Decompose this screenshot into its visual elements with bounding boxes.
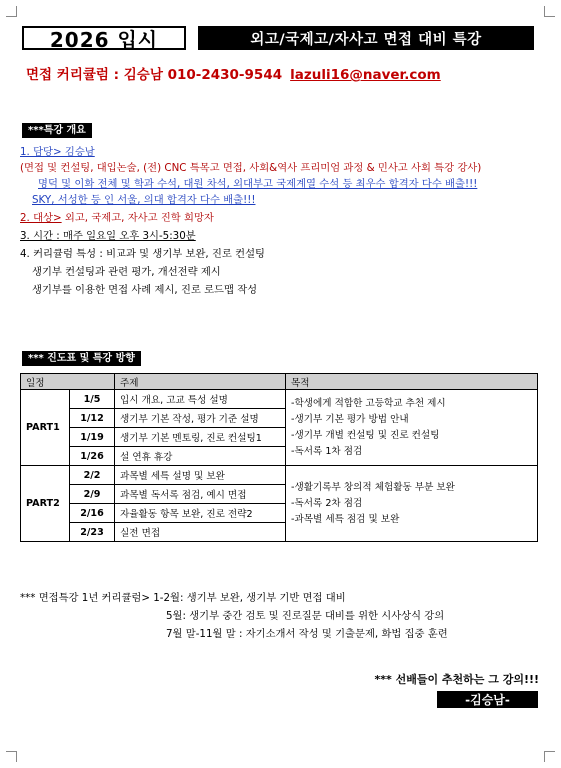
overview-line-7: 4. 커리큘럼 특성 : 비교과 및 생기부 보완, 진로 컨설팅: [20, 248, 265, 260]
schedule-table: [20, 373, 538, 542]
target-label: 2. 대상>: [20, 212, 62, 224]
header-schedule: 일정: [21, 374, 115, 390]
crop-mark-bottom-right: [544, 751, 555, 762]
year-label: 2026 입시: [22, 26, 186, 50]
target-text: 외고, 국제고, 자사고 진학 희망자: [61, 212, 214, 224]
schedule-label: *** 진도표 및 특강 방향: [22, 351, 141, 366]
overview-line-1: 1. 담당> 김승남: [20, 146, 95, 158]
session-date: 1/19: [70, 428, 115, 447]
session-topic: 생기부 기본 작성, 평가 기준 설명: [115, 409, 286, 428]
purpose-item: -생기부 개별 컨설팅 및 진로 컨설팅: [291, 429, 440, 441]
overview-line-3: 명덕 및 이화 전체 및 학과 수석, 대원 차석, 외대부고 국제계열 수석 등 최우수 합격자 다수 배출!!!: [38, 178, 478, 190]
purpose-item: -학생에게 적합한 고등학교 추천 제시: [291, 397, 446, 409]
crop-mark-bottom-left: [6, 751, 17, 762]
page-title: 외고/국제고/자사고 면접 대비 특강: [198, 26, 534, 50]
purpose-item: -생활기록부 창의적 체험활동 부분 보완: [291, 481, 455, 493]
crop-mark-top-left: [6, 6, 17, 17]
table-row: [21, 466, 538, 485]
session-date: 1/26: [70, 447, 115, 466]
purpose-item: -생기부 기본 평가 방법 안내: [291, 413, 409, 425]
annual-curriculum-line-3: 7월 말-11월 말 : 자기소개서 작성 및 기출문제, 화법 집중 훈련: [166, 628, 448, 640]
session-topic: 실전 면접: [115, 523, 286, 542]
part1-purpose: [286, 390, 538, 466]
purpose-item: -독서록 2차 점검: [291, 497, 363, 509]
session-date: 1/5: [70, 390, 115, 409]
session-date: 2/23: [70, 523, 115, 542]
session-topic: 과목별 세특 설명 및 보완: [115, 466, 286, 485]
contact-line: [26, 63, 441, 83]
purpose-item: -과목별 세특 점검 및 보완: [291, 513, 400, 525]
session-topic: 자율활동 항목 보완, 진로 전략2: [115, 504, 286, 523]
signature: -김승남-: [437, 691, 538, 708]
session-date: 1/12: [70, 409, 115, 428]
session-date: 2/2: [70, 466, 115, 485]
overview-line-8: 생기부 컨설팅과 관련 평가, 개선전략 제시: [32, 266, 221, 278]
session-topic: 설 연휴 휴강: [115, 447, 286, 466]
session-date: 2/16: [70, 504, 115, 523]
annual-curriculum-line-2: 5월: 생기부 중간 검토 및 진로질문 대비를 위한 시사상식 강의: [166, 610, 445, 622]
annual-curriculum-line-1: *** 면접특강 1년 커리큘럼> 1-2월: 생기부 보완, 생기부 기반 면접 대비: [20, 592, 346, 604]
crop-mark-top-right: [544, 6, 555, 17]
overview-line-6: 3. 시간 : 매주 일요일 오후 3시-5:30분: [20, 230, 196, 242]
overview-label: ***특강 개요: [22, 123, 92, 138]
closing-text: *** 선배들이 추천하는 그 강의!!!: [374, 673, 539, 686]
contact-text: 면접 커리큘럼 : 김승남 010-2430-9544: [26, 67, 283, 83]
header-topic: 주제: [115, 374, 286, 390]
overview-line-2: (면접 및 컨설팅, 대입논술, (전) CNC 특목고 면접, 사회&역사 프리미엄 과정 & 민사고 사회 특강 강사): [20, 162, 482, 174]
session-topic: 생기부 기본 멘토링, 진로 컨설팅1: [115, 428, 286, 447]
purpose-item: -독서록 1차 점검: [291, 445, 363, 457]
overview-line-9: 생기부를 이용한 면접 사례 제시, 진로 로드맵 작성: [32, 284, 258, 296]
table-row: [21, 390, 538, 409]
session-date: 2/9: [70, 485, 115, 504]
session-topic: 입시 개요, 고교 특성 설명: [115, 390, 286, 409]
part2-purpose: [286, 466, 538, 542]
contact-email: lazuli16@naver.com: [290, 67, 441, 83]
header-purpose: 목적: [286, 374, 538, 390]
session-topic: 과목별 독서록 점검, 예시 면접: [115, 485, 286, 504]
part2-label: PART2: [21, 466, 70, 542]
part1-label: PART1: [21, 390, 70, 466]
table-header-row: [21, 374, 538, 390]
overview-line-5: [20, 211, 214, 226]
header: [22, 26, 534, 50]
overview-line-4: SKY, 서성한 등 인 서울, 의대 합격자 다수 배출!!!: [32, 194, 256, 206]
